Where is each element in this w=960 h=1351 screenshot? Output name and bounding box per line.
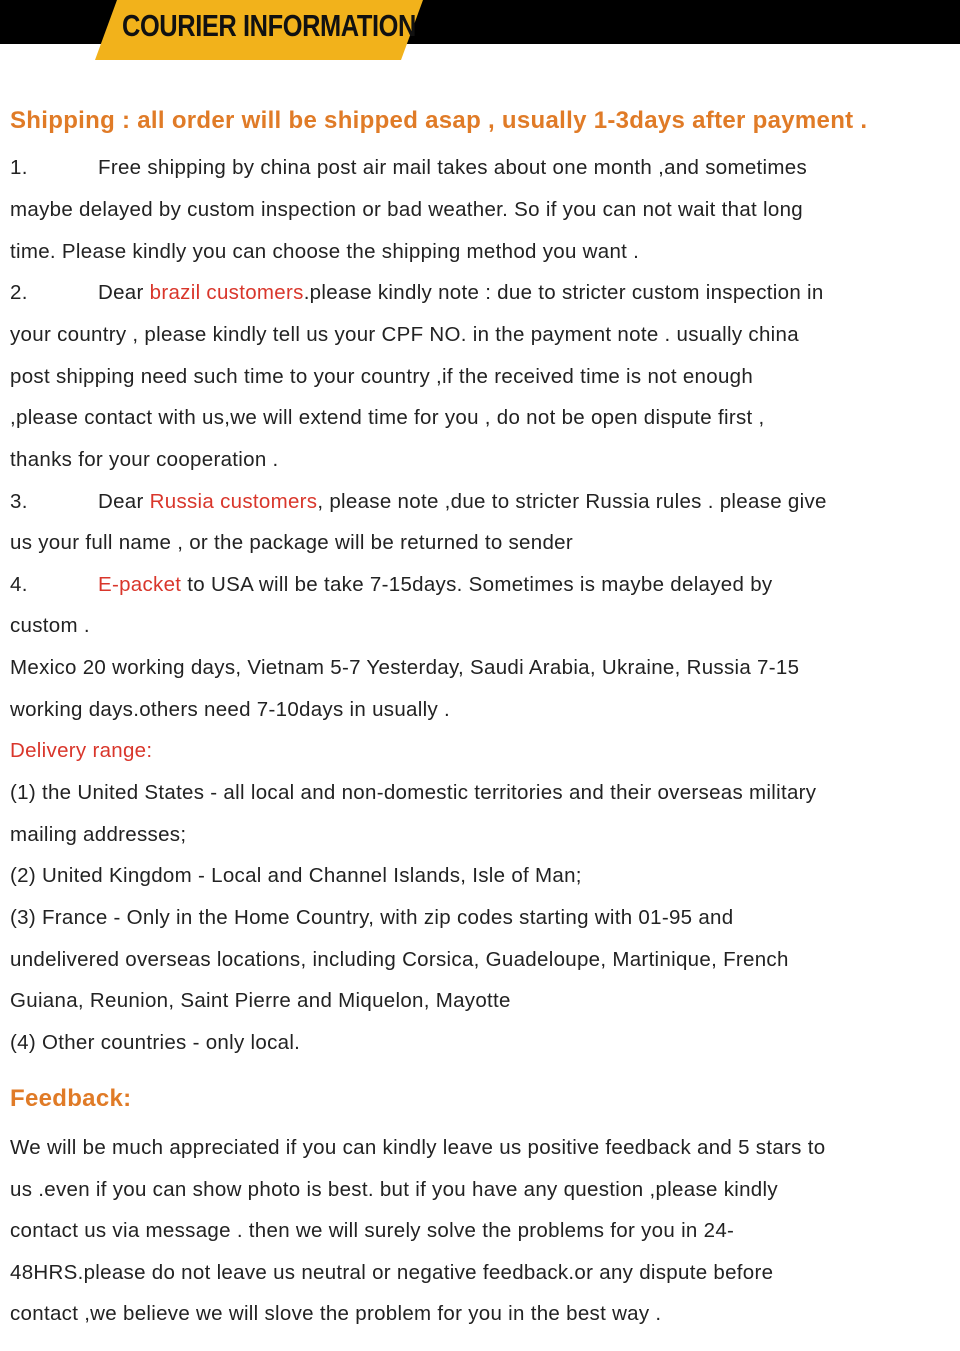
range-4: (4) Other countries - only local. [10,1031,301,1054]
page-title: COURIER INFORMATION [122,8,416,43]
item-2-number: 2. [10,281,28,304]
item-1-line-1 [10,155,807,181]
item-2-line-3: post shipping need such time to your country ,if the received time is not enough [10,365,754,388]
range-1-line-1: (1) the United States - all local and non-domestic territories and their overseas military [10,781,817,804]
brazil-customers-highlight: brazil customers [149,281,304,304]
feedback-heading: Feedback: [10,1085,132,1112]
delivery-range-label: Delivery range: [10,739,153,762]
feedback-line-2: us .even if you can show photo is best. but if you have any question ,please kindly [10,1178,778,1201]
range-2: (2) United Kingdom - Local and Channel Islands, Isle of Man; [10,864,582,887]
feedback-line-3: contact us via message . then we will surely solve the problems for you in 24- [10,1219,735,1242]
item-4-number: 4. [10,573,28,596]
item-1-number: 1. [10,156,28,179]
range-3-line-3: Guiana, Reunion, Saint Pierre and Miquelon, Mayotte [10,989,511,1012]
item-4-line-1 [10,572,772,598]
item-3-line-2: us your full name , or the package will be returned to sender [10,531,573,554]
mexico-line-2: working days.others need 7-10days in usually . [10,698,450,721]
item-2-line-1 [10,280,824,306]
range-3-line-2: undelivered overseas locations, including Corsica, Guadeloupe, Martinique, French [10,948,789,971]
range-1-line-2: mailing addresses; [10,823,187,846]
item-3-post: , please note ,due to stricter Russia rules . please give [317,490,827,513]
item-2-line-4: ,please contact with us,we will extend time for you , do not be open dispute first , [10,406,765,429]
item-1-line-3: time. Please kindly you can choose the shipping method you want . [10,240,640,263]
item-4-post: to USA will be take 7-15days. Sometimes is maybe delayed by [181,573,773,596]
item-2-line-2: your country , please kindly tell us your CPF NO. in the payment note . usually china [10,323,799,346]
feedback-line-4: 48HRS.please do not leave us neutral or negative feedback.or any dispute before [10,1261,774,1284]
mexico-line-1: Mexico 20 working days, Vietnam 5-7 Yesterday, Saudi Arabia, Ukraine, Russia 7-15 [10,656,800,679]
item-2-line-5: thanks for your cooperation . [10,448,279,471]
item-3-line-1 [10,489,827,515]
feedback-line-1: We will be much appreciated if you can kindly leave us positive feedback and 5 stars to [10,1136,826,1159]
item-2-pre: Dear [98,281,150,304]
russia-customers-highlight: Russia customers [149,490,318,513]
item-1-line-2: maybe delayed by custom inspection or bad weather. So if you can not wait that long [10,198,803,221]
item-1-text: Free shipping by china post air mail takes about one month ,and sometimes [98,156,808,179]
range-3-line-1: (3) France - Only in the Home Country, with zip codes starting with 01-95 and [10,906,734,929]
shipping-heading: Shipping : all order will be shipped asap , usually 1-3days after payment . [10,107,868,134]
item-3-pre: Dear [98,490,150,513]
item-4-line-2: custom . [10,614,90,637]
item-3-number: 3. [10,490,28,513]
item-2-post: .please kindly note : due to stricter custom inspection in [303,281,824,304]
e-packet-highlight: E-packet [98,573,182,596]
feedback-line-5: contact ,we believe we will slove the problem for you in the best way . [10,1302,662,1325]
